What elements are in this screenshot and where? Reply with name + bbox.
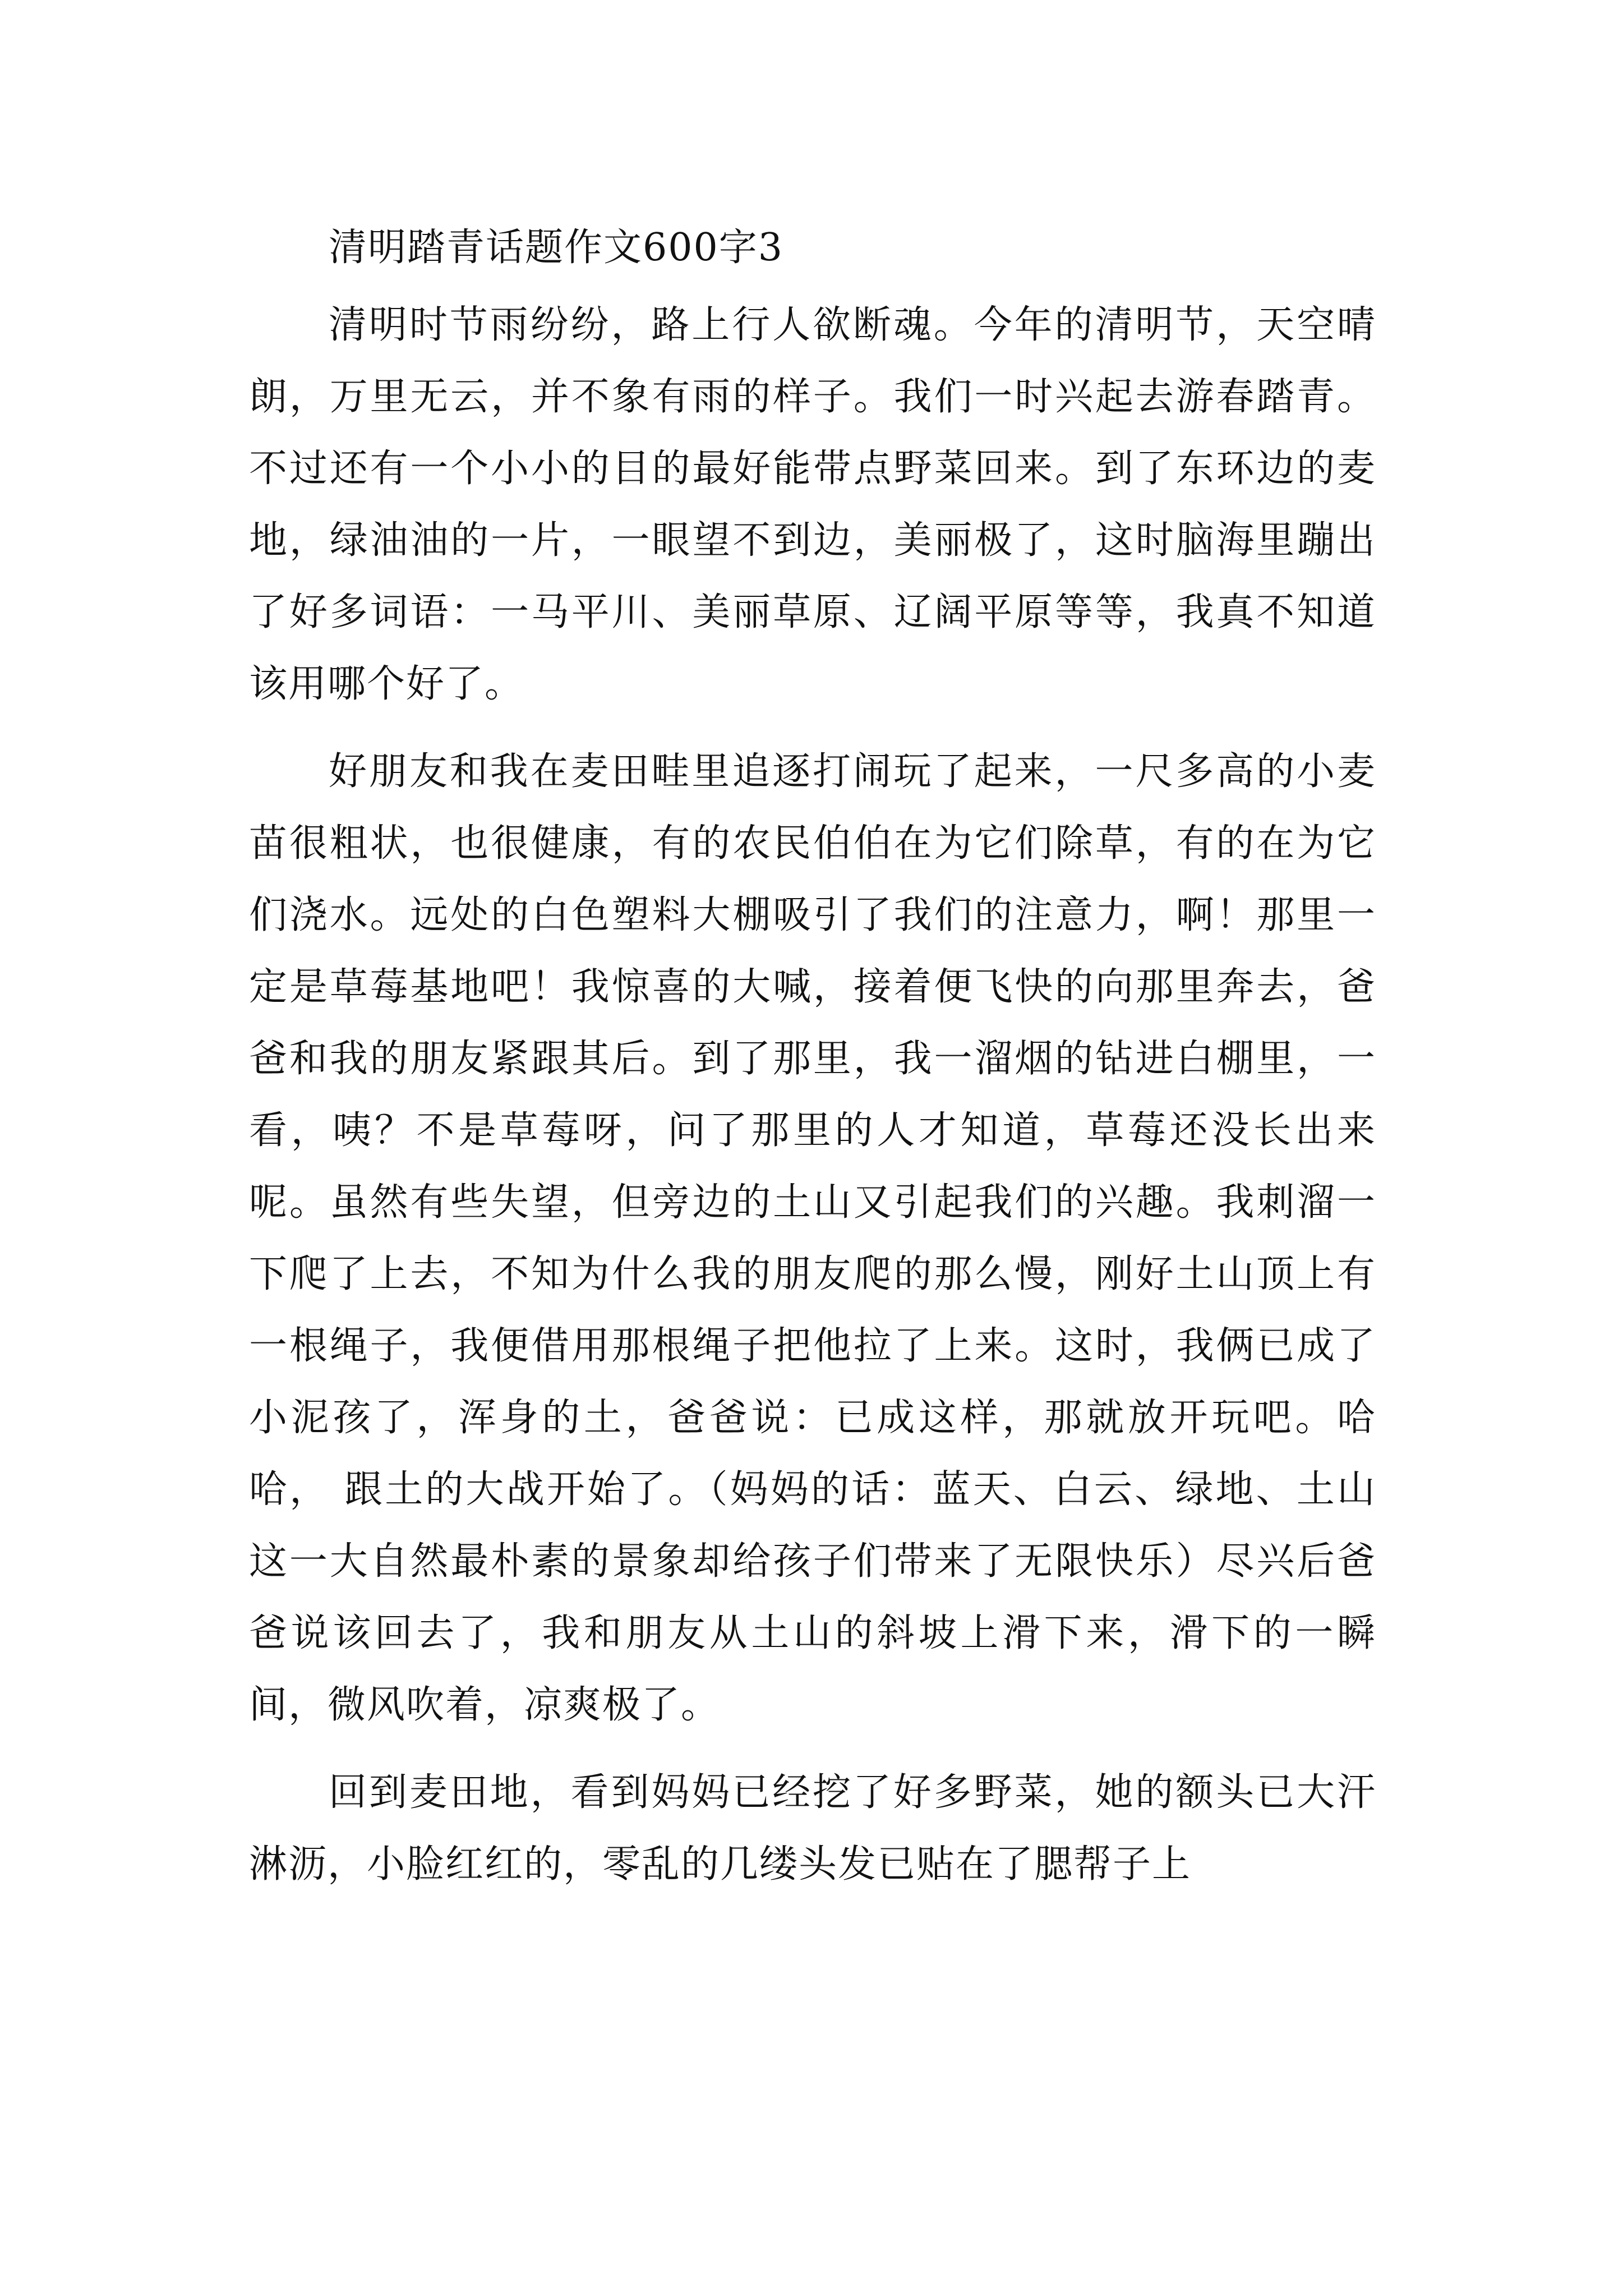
document-body: [249, 219, 1376, 1901]
paragraph-1: 清明时节雨纷纷，路上行人欲断魂。今年的清明节，天空晴朗，万里无云，并不象有雨的样子。我们一时兴起去游春踏青。不过还有一个小小的目的最好能带点野菜回来。到了东环边的麦地，绿油油的一片，一眼望不到边，美丽极了，这时脑海里蹦出了好多词语：一马平川、美丽草原、辽阔平原等等，我真不知道该用哪个好了。: [249, 303, 1376, 706]
document-title: 清明踏青话题作文600字3: [329, 226, 784, 270]
paragraph-3: 回到麦田地，看到妈妈已经挖了好多野菜，她的额头已大汗淋沥，小脸红红的，零乱的几缕头发已贴在了腮帮子上: [249, 1770, 1376, 1887]
paragraph-2: 好朋友和我在麦田畦里追逐打闹玩了起来，一尺多高的小麦苗很粗状，也很健康，有的农民伯伯在为它们除草，有的在为它们浇水。远处的白色塑料大棚吸引了我们的注意力，啊！那里一定是草莓基地吧！我惊喜的大喊，接着便飞快的向那里奔去，爸爸和我的朋友紧跟其后。到了那里，我一溜烟的钻进白棚里，一看，咦？不是草莓呀，问了那里的人才知道，草莓还没长出来呢。虽然有些失望，但旁边的土山又引起我们的兴趣。我刺溜一下爬了上去，不知为什么我的朋友爬的那么慢，刚好土山顶上有一根绳子，我便借用那根绳子把他拉了上来。这时，我俩已成了小泥孩了，浑身的土，爸爸说：已成这样，那就放开玩吧。哈哈， 跟土的大战开始了。（妈妈的话：蓝天、白云、绿地、土山这一大自然最朴素的景象却给孩子们带来了无限快乐）尽兴后爸爸说该回去了，我和朋友从土山的斜坡上滑下来，滑下的一瞬间，微风吹着，凉爽极了。: [249, 749, 1376, 1727]
